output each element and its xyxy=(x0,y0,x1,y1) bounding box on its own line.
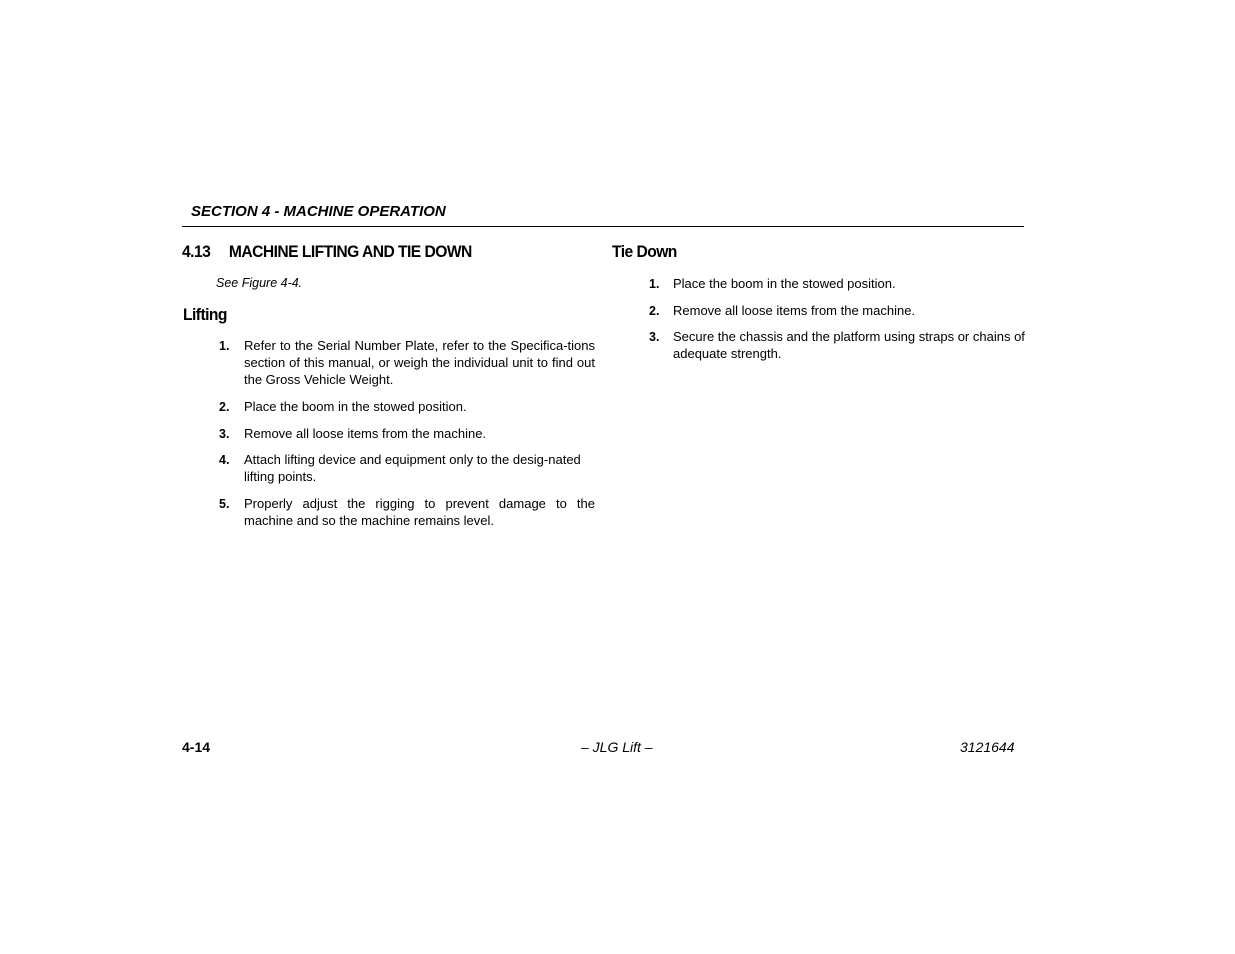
tie-down-step-text: Place the boom in the stowed position. xyxy=(673,276,896,291)
tie-down-heading: Tie Down xyxy=(612,242,677,261)
lifting-step-text: Place the boom in the stowed position. xyxy=(244,399,467,414)
tie-down-step-text: Secure the chassis and the platform using straps or chains of adequate strength. xyxy=(673,329,1025,361)
tie-down-step-text: Remove all loose items from the machine. xyxy=(673,303,916,318)
document-number: 3121644 xyxy=(960,739,1015,755)
tie-down-step-number: 2. xyxy=(649,304,660,318)
section-number: 4.13 xyxy=(182,242,211,261)
lifting-step-number: 3. xyxy=(219,427,230,441)
tie-down-step-number: 3. xyxy=(649,330,660,344)
lifting-heading: Lifting xyxy=(183,305,227,324)
lifting-step-number: 5. xyxy=(219,497,230,511)
lifting-step-text: Properly adjust the rigging to prevent damage to the machine and so the machine remains level. xyxy=(244,496,595,528)
lifting-step-text: Refer to the Serial Number Plate, refer to the Specifica-tions section of this manual, or weigh the individual unit to find out the Gross Vehicle Weight. xyxy=(244,338,595,387)
tie-down-step-number: 1. xyxy=(649,277,660,291)
section-header: SECTION 4 - MACHINE OPERATION xyxy=(191,203,446,220)
lifting-step-text: Attach lifting device and equipment only to the desig-nated lifting points. xyxy=(244,452,581,484)
lifting-step-number: 4. xyxy=(219,453,230,467)
header-divider xyxy=(182,226,1024,227)
lifting-step-text: Remove all loose items from the machine. xyxy=(244,426,487,441)
section-heading: MACHINE LIFTING AND TIE DOWN xyxy=(228,242,472,261)
lifting-step-number: 1. xyxy=(219,339,230,353)
footer-brand: – JLG Lift – xyxy=(581,739,653,755)
section-title xyxy=(182,242,472,262)
page-number: 4-14 xyxy=(182,739,211,755)
lifting-step-number: 2. xyxy=(219,400,230,414)
figure-reference: See Figure 4-4. xyxy=(216,276,303,290)
